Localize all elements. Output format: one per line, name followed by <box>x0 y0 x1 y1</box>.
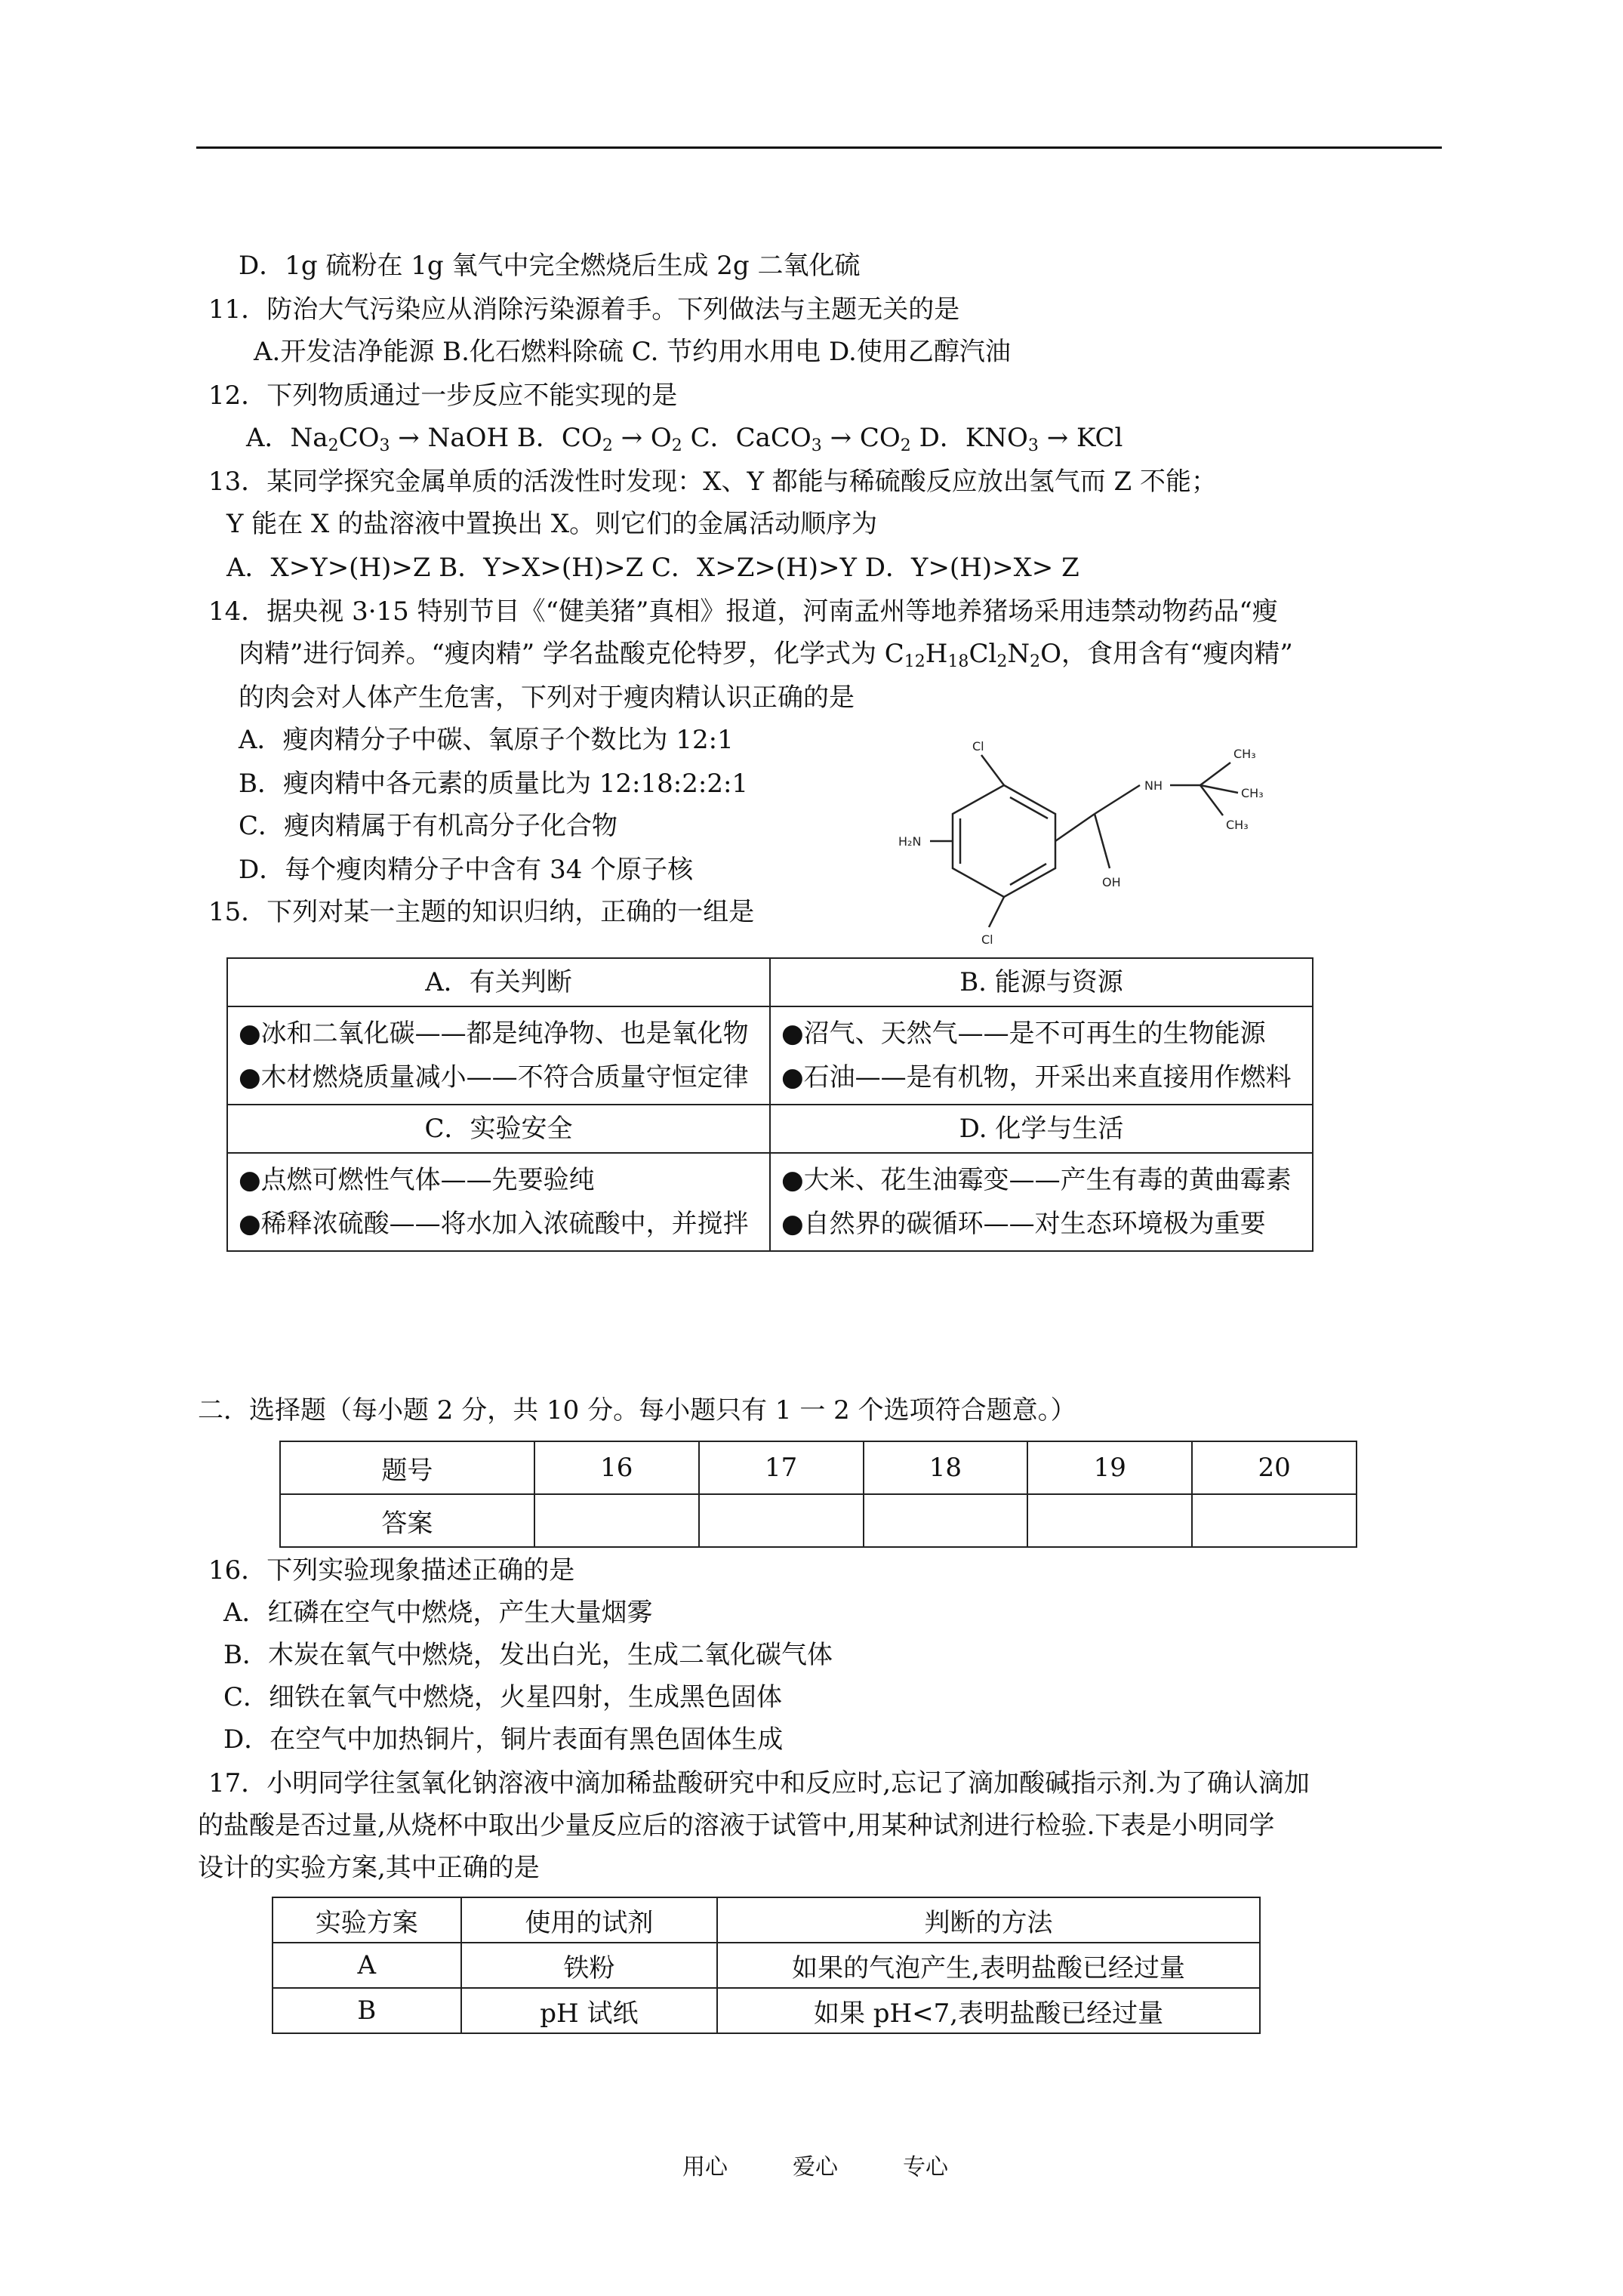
q13-stem-line2: Y 能在 X 的盐溶液中置换出 X。则它们的金属活动顺序为 <box>226 509 878 539</box>
answer-table-row-label: 题号 <box>280 1441 534 1494</box>
answer-table <box>279 1441 1357 1548</box>
answer-table-number: 16 <box>534 1441 699 1494</box>
answer-table-number: 20 <box>1192 1441 1357 1494</box>
table17-header: 实验方案 <box>273 1897 461 1943</box>
answer-cell[interactable] <box>1192 1494 1357 1547</box>
footer-text-3: 专心 <box>903 2154 948 2180</box>
table15-c-head: C．实验安全 <box>227 1105 770 1153</box>
q13-options: A．X>Y>(H)>Z B．Y>X>(H)>Z C．X>Z>(H)>Y D．Y>(H)>X> Z <box>226 553 1079 583</box>
clenbuterol-structure-diagram <box>891 725 1313 951</box>
q12-options: A．$Na_2CO_3$ → NaOH B．$CO_2 \to O_2$ C．CaCO$_3$ → $CO_2$ D．$KNO_3$ → KCl <box>246 423 1123 455</box>
table17-cell: A <box>273 1943 461 1988</box>
header-rule <box>196 146 1442 149</box>
nh-label: NH <box>1144 778 1163 793</box>
q12-stem: 12．下列物质通过一步反应不能实现的是 <box>208 381 678 411</box>
table15-c-item: ●点燃可燃性气体——先要验纯 <box>239 1165 595 1195</box>
answer-cell[interactable] <box>534 1494 699 1547</box>
q16-stem: 16．下列实验现象描述正确的是 <box>208 1555 575 1586</box>
q17-stem-line3: 设计的实验方案,其中正确的是 <box>198 1853 540 1883</box>
table-row <box>273 1988 1260 2033</box>
table15-d-item: ●自然界的碳循环——对生态环境极为重要 <box>781 1209 1266 1239</box>
q16-option-b: B．木炭在氧气中燃烧，发出白光，生成二氧化碳气体 <box>223 1640 833 1670</box>
q17-stem-line2: 的盐酸是否过量,从烧杯中取出少量反应后的溶液于试管中,用某种试剂进行检验.下表是小明同学 <box>198 1811 1275 1841</box>
ch3-label-3: CH₃ <box>1226 818 1249 832</box>
table17-cell: 如果的气泡产生,表明盐酸已经过量 <box>717 1943 1260 1988</box>
q14-stem-line2: 肉精”进行饲养。“瘦肉精” 学名盐酸克伦特罗，化学式为 $C_{12}H_{18}Cl_2N_2O$，食用含有“瘦肉精” <box>239 639 1293 671</box>
table15-a-cell <box>227 1006 770 1105</box>
answer-table-row-label: 答案 <box>280 1494 534 1547</box>
q14-option-a: A．瘦肉精分子中碳、氧原子个数比为 12:1 <box>239 725 734 755</box>
table15-c-cell <box>227 1153 770 1251</box>
ch3-label-1: CH₃ <box>1233 747 1256 761</box>
answer-table-number: 18 <box>864 1441 1028 1494</box>
table15-d-item: ●大米、花生油霉变——产生有毒的黄曲霉素 <box>781 1165 1292 1195</box>
table15-d-head: D. 化学与生活 <box>770 1105 1313 1153</box>
table17-header: 判断的方法 <box>717 1897 1260 1943</box>
table17-cell: B <box>273 1988 461 2033</box>
answer-cell[interactable] <box>699 1494 864 1547</box>
answer-table-number: 19 <box>1027 1441 1192 1494</box>
q14-option-b: B．瘦肉精中各元素的质量比为 12:18:2:2:1 <box>239 769 749 799</box>
oh-label: OH <box>1102 875 1121 889</box>
q15-stem: 15．下列对某一主题的知识归纳，正确的一组是 <box>208 897 755 927</box>
cl-top-label: Cl <box>972 739 984 754</box>
table15-c-item: ●稀释浓硫酸——将水加入浓硫酸中，并搅拌 <box>239 1209 749 1239</box>
q15-knowledge-table <box>226 957 1313 1252</box>
table17-cell: pH 试纸 <box>461 1988 717 2033</box>
q16-option-a: A．红磷在空气中燃烧，产生大量烟雾 <box>223 1598 653 1628</box>
table15-a-head: A．有关判断 <box>227 958 770 1006</box>
table15-b-item: ●石油——是有机物，开采出来直接用作燃料 <box>781 1062 1292 1093</box>
cl-bottom-label: Cl <box>981 932 993 947</box>
q14-stem-line1: 14．据央视 3·15 特别节目《“健美猪”真相》报道，河南孟州等地养猪场采用违禁动物药品“瘦 <box>208 596 1278 627</box>
q17-stem-line1: 17．小明同学往氢氧化钠溶液中滴加稀盐酸研究中和反应时,忘记了滴加酸碱指示剂.为了确认滴加 <box>208 1768 1310 1798</box>
answer-cell[interactable] <box>864 1494 1028 1547</box>
q14-option-d: D．每个瘦肉精分子中含有 34 个原子核 <box>239 855 694 885</box>
q10-option-d: D．1g 硫粉在 1g 氧气中完全燃烧后生成 2g 二氧化硫 <box>239 251 861 281</box>
table15-b-cell <box>770 1006 1313 1105</box>
table17-header: 使用的试剂 <box>461 1897 717 1943</box>
table15-b-head: B. 能源与资源 <box>770 958 1313 1006</box>
q16-option-c: C．细铁在氧气中燃烧，火星四射，生成黑色固体 <box>223 1682 783 1712</box>
q11-options: A.开发洁净能源 B.化石燃料除硫 C. 节约用水用电 D.使用乙醇汽油 <box>254 337 1011 367</box>
footer-text-1: 用心 <box>682 2154 728 2180</box>
table17-cell: 铁粉 <box>461 1943 717 1988</box>
q14-option-c: C．瘦肉精属于有机高分子化合物 <box>239 811 618 841</box>
answer-cell[interactable] <box>1027 1494 1192 1547</box>
q13-stem-line1: 13．某同学探究金属单质的活泼性时发现：X、Y 都能与稀硫酸反应放出氢气而 Z 不能； <box>208 467 1217 497</box>
ch3-label-2: CH₃ <box>1241 786 1264 800</box>
q16-option-d: D．在空气中加热铜片，铜片表面有黑色固体生成 <box>223 1724 784 1755</box>
table15-b-item: ●沼气、天然气——是不可再生的生物能源 <box>781 1019 1266 1049</box>
table15-a-item: ●冰和二氧化碳——都是纯净物、也是氧化物 <box>239 1019 749 1049</box>
answer-table-number: 17 <box>699 1441 864 1494</box>
q11-stem: 11．防治大气污染应从消除污染源着手。下列做法与主题无关的是 <box>208 294 960 325</box>
table-row <box>273 1943 1260 1988</box>
nh2-label: H₂N <box>898 834 922 849</box>
q17-plan-table <box>272 1897 1261 2034</box>
table15-a-item: ●木材燃烧质量减小——不符合质量守恒定律 <box>239 1062 749 1093</box>
table17-cell: 如果 pH<7,表明盐酸已经过量 <box>717 1988 1260 2033</box>
section-2-heading: 二．选择题（每小题 2 分，共 10 分。每小题只有 1 一 2 个选项符合题意。） <box>198 1395 1076 1425</box>
footer-text-2: 爱心 <box>793 2154 838 2180</box>
table15-d-cell <box>770 1153 1313 1251</box>
q14-stem-line3: 的肉会对人体产生危害，下列对于瘦肉精认识正确的是 <box>239 683 855 713</box>
